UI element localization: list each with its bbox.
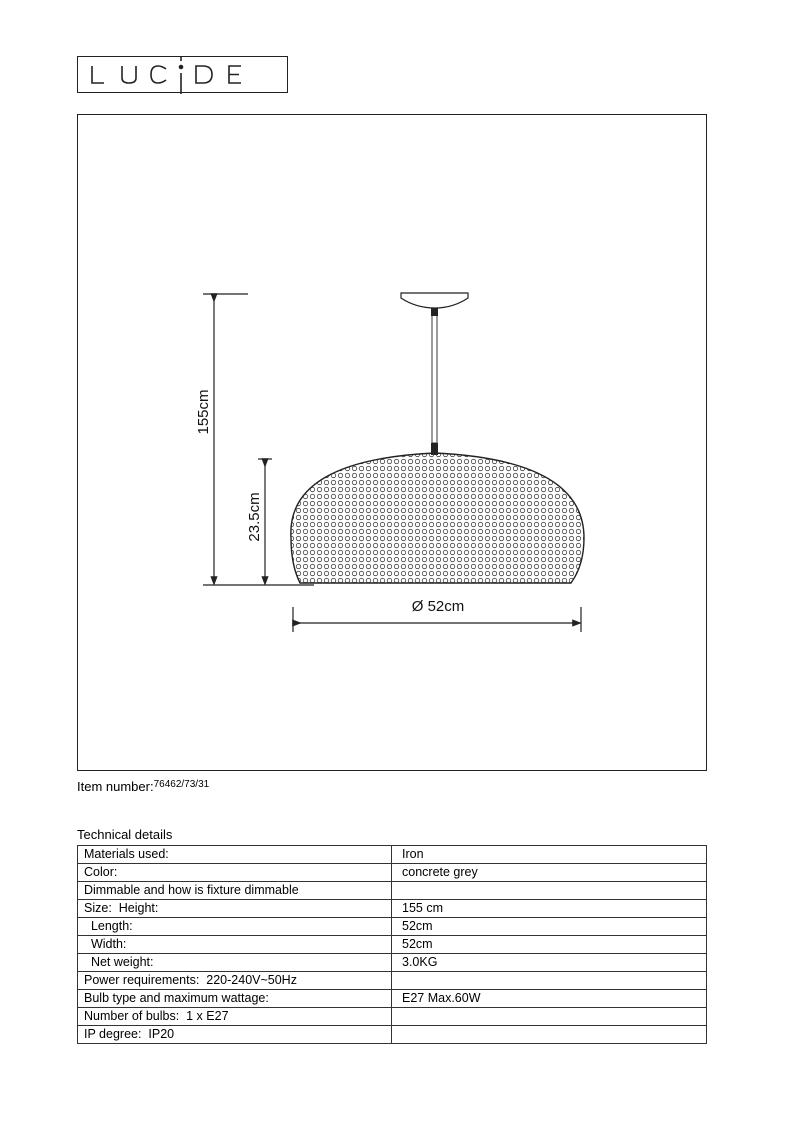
spec-label: Bulb type and maximum wattage: (78, 990, 392, 1008)
table-row (78, 972, 707, 990)
table-row (78, 1008, 707, 1026)
spec-value: concrete grey (392, 864, 707, 882)
spec-value: 52cm (392, 936, 707, 954)
spec-label: Number of bulbs: 1 x E27 (78, 1008, 392, 1026)
spec-label: Length: (78, 918, 392, 936)
item-number-value: 76462/73/31 (153, 779, 210, 790)
table-row (78, 900, 707, 918)
spec-value (392, 1008, 707, 1026)
suspension-cable (431, 308, 438, 455)
spec-label: Power requirements: 220-240V~50Hz (78, 972, 392, 990)
spec-label: Materials used: (78, 846, 392, 864)
spec-label: Net weight: (78, 954, 392, 972)
diameter-label: Ø 52cm (411, 598, 465, 615)
spec-value (392, 972, 707, 990)
item-number-label: Item number: (77, 779, 154, 794)
shade-height-label: 23.5cm (246, 492, 263, 542)
lucide-logo-mark (78, 57, 289, 94)
total-height-label: 155cm (195, 389, 212, 435)
spec-label: Width: (78, 936, 392, 954)
technical-details-title: Technical details (77, 827, 173, 842)
table-row (78, 990, 707, 1008)
spec-label: Size: Height: (78, 900, 392, 918)
spec-value: E27 Max.60W (392, 990, 707, 1008)
table-row (78, 864, 707, 882)
spec-label: Dimmable and how is fixture dimmable (78, 882, 392, 900)
table-row (78, 936, 707, 954)
table-row (78, 882, 707, 900)
ceiling-canopy (401, 293, 468, 308)
table-row (78, 1026, 707, 1044)
spec-value (392, 1026, 707, 1044)
brand-logo (77, 56, 288, 93)
product-drawing (77, 114, 707, 771)
spec-label: IP degree: IP20 (78, 1026, 392, 1044)
table-row (78, 954, 707, 972)
spec-value: 52cm (392, 918, 707, 936)
item-number (77, 779, 209, 794)
technical-details-table (77, 845, 707, 1044)
table-row (78, 918, 707, 936)
perforated-shade (283, 445, 593, 590)
spec-value (392, 882, 707, 900)
spec-label: Color: (78, 864, 392, 882)
spec-value: 3.0KG (392, 954, 707, 972)
spec-value: Iron (392, 846, 707, 864)
spec-value: 155 cm (392, 900, 707, 918)
table-row (78, 846, 707, 864)
